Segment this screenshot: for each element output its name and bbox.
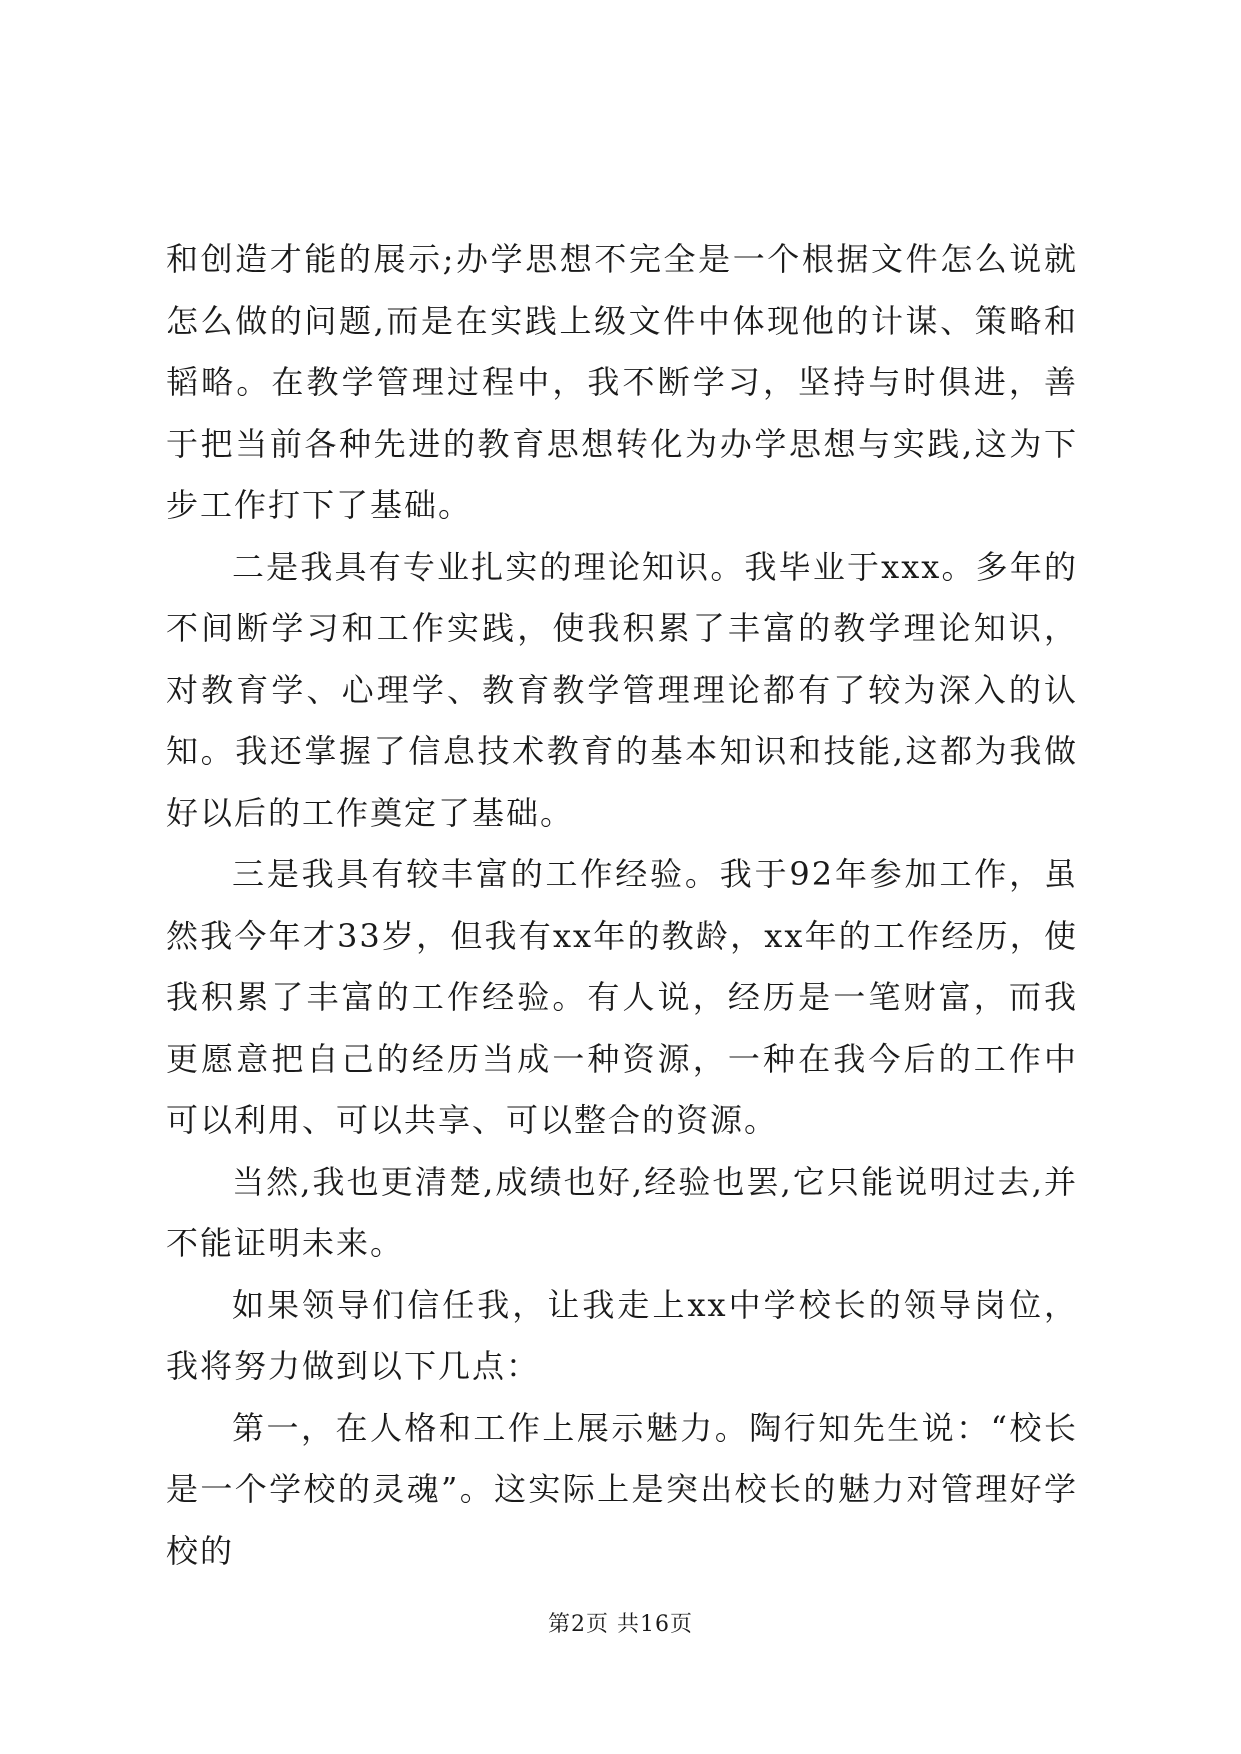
paragraph-3: 三是我具有较丰富的工作经验。我于92年参加工作，虽然我今年才33岁，但我有xx年的教龄，xx年的工作经历，使我积累了丰富的工作经验。有人说，经历是一笔财富，而我更愿意把自己的经历当成一种资源，一种在我今后的工作中可以利用、可以共享、可以整合的资源。 (166, 855, 1078, 1139)
page-number-footer: 第2页 共16页 (548, 1612, 693, 1637)
paragraph-5: 如果领导们信任我，让我走上xx中学校长的领导岗位，我将努力做到以下几点： (166, 1285, 1078, 1385)
paragraph-4: 当然,我也更清楚,成绩也好,经验也罢,它只能说明过去,并不能证明未来。 (166, 1162, 1078, 1262)
document-body (166, 229, 1078, 1582)
paragraph-1: 和创造才能的展示;办学思想不完全是一个根据文件怎么说就怎么做的问题,而是在实践上级文件中体现他的计谋、策略和韬略。在教学管理过程中，我不断学习，坚持与时俱进，善于把当前各种先进的教育思想转化为办学思想与实践,这为下步工作打下了基础。 (166, 240, 1078, 524)
paragraph-6: 第一，在人格和工作上展示魅力。陶行知先生说：“校长是一个学校的灵魂”。这实际上是突出校长的魅力对管理好学校的 (166, 1408, 1078, 1570)
paragraph-2: 二是我具有专业扎实的理论知识。我毕业于xxx。多年的不间断学习和工作实践，使我积累了丰富的教学理论知识，对教育学、心理学、教育教学管理理论都有了较为深入的认知。我还掌握了信息技术教育的基本知识和技能,这都为我做好以后的工作奠定了基础。 (166, 547, 1078, 832)
